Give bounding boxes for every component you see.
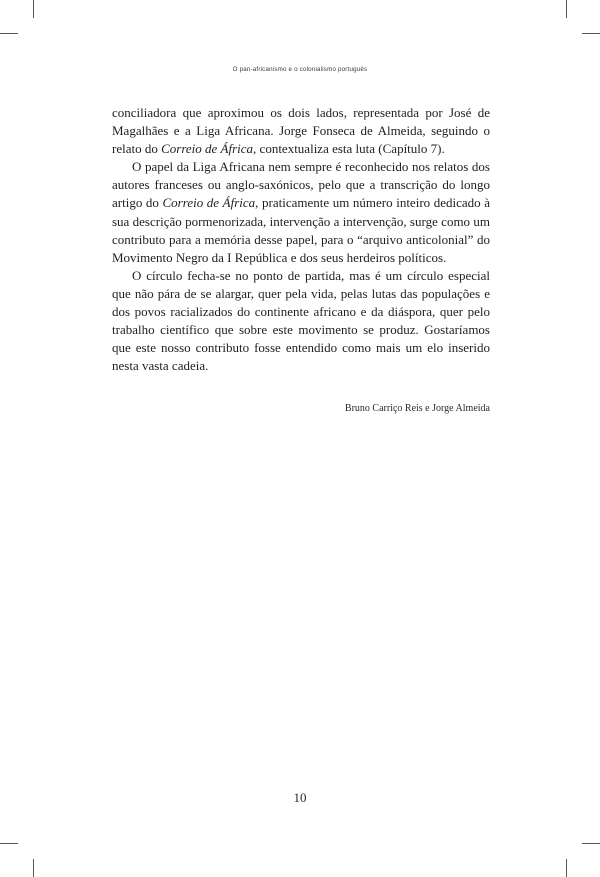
crop-mark-left-top [0,33,18,34]
body-text [112,104,490,375]
paragraph-1 [112,104,490,158]
crop-mark-right-top [582,33,600,34]
paragraph-1-text-b: , contextualiza esta luta (Capítulo 7). [253,141,445,157]
crop-mark-top-left [33,0,34,18]
paragraph-2-italic-title: Correio de África [162,195,256,211]
crop-mark-bottom-left [33,859,34,877]
paragraph-2 [112,158,490,267]
crop-mark-bottom-right [566,859,567,877]
paragraph-1-italic-title: Correio de África [161,141,254,157]
running-header: O pan-africanismo e o colonialismo português [232,66,368,73]
crop-mark-right-bottom [582,843,600,844]
signature: Bruno Carriço Reis e Jorge Almeida [344,403,490,414]
crop-mark-left-bottom [0,843,18,844]
paragraph-2-text-b: , praticamente um número inteiro dedicado à sua descrição pormenorizada, intervenção a intervenção, surge como um contributo para a memória desse papel, para o “arquivo anticolonial” do Movimento Negro da I República e dos seus herdeiros políticos. [112,195,491,265]
crop-mark-top-right [566,0,567,18]
paragraph-3: O círculo fecha-se no ponto de partida, mas é um círculo especial que não pára de se alargar, quer pela vida, pelas lutas das populações e dos povos racializados do continente africano e da diáspora, quer pelo trabalho científico que sobre este movimento se produz. Gostaríamos que este nosso contributo fosse entendido como mais um elo inserido nesta vasta cadeia. [112,267,490,374]
paragraph-1-text-a: conciliadora que aproximou os dois lados, representada por José de Magalhães e a Liga Africana. Jorge Fonseca de Almeida, seguindo o relato do [112,105,490,157]
page-number: 10 [293,790,307,805]
paragraph-2-text-a: O papel da Liga Africana nem sempre é reconhecido nos relatos dos autores franceses ou anglo-saxónicos, pelo que a transcrição do longo artigo do [112,159,490,211]
